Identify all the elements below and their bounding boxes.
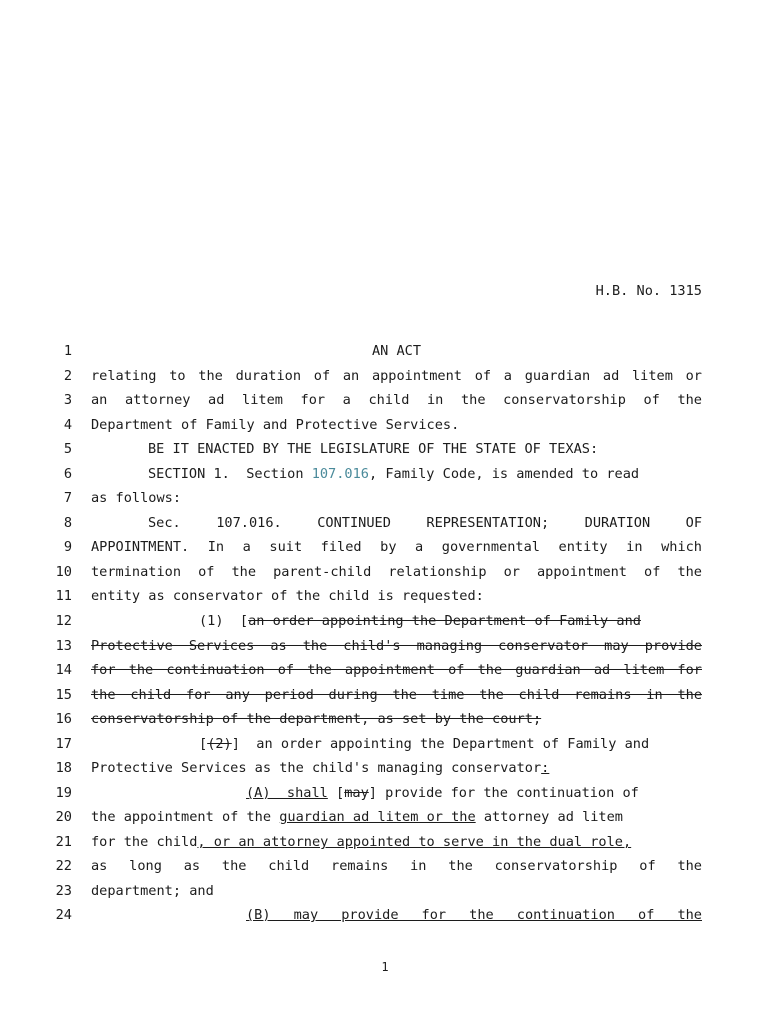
text-line [91,564,702,580]
text-line [91,613,702,629]
text-line: department; and [91,883,214,899]
line-number: 7 [63,490,72,506]
line-number: 22 [55,858,72,874]
text-run: (1) [ [199,613,249,629]
line-number: 9 [63,539,72,555]
text-line [91,760,702,776]
line-number: 10 [55,564,72,580]
inserted-text: guardian ad litem or the [279,809,476,825]
line-number: 21 [55,834,72,850]
struck-line [91,638,702,654]
line-number: 19 [55,785,72,801]
text-line [91,785,702,801]
line-number: 3 [63,392,72,408]
inserted-text: : [541,760,550,776]
text-run: SECTION 1. Section [148,466,312,482]
line-number: 11 [55,588,72,604]
bill-number: H.B. No. 1315 [595,283,702,299]
text-line [91,736,702,752]
text-run: [ [327,785,345,801]
line-number: 14 [55,662,72,678]
inserted-text: (A) shall [246,785,328,801]
text-run: for the child [91,834,198,850]
struck-text: an order appointing the Department of Family and [248,613,641,629]
text-line: entity as conservator of the child is requested: [91,588,484,604]
text-run: ] an order appointing the Department of Family and [231,736,650,752]
inserted-text: (B) may provide for the continuation of the [246,907,702,923]
caption-line [91,392,702,408]
text-line [91,834,702,850]
text-run: an attorney ad litem for a child in the conservatorship of the [91,392,702,408]
page-number: 1 [381,960,389,974]
text-line [91,539,702,555]
text-run: APPOINTMENT. In a suit filed by a governmental entity in which [91,539,702,555]
struck-text: Protective Services as the child's managing conservator may provide [91,638,702,654]
act-heading: AN ACT [371,343,422,359]
line-number: 12 [55,613,72,629]
text-run: Protective Services as the child's managing conservator [91,760,542,776]
line-number: 18 [55,760,72,776]
inserted-line [91,907,702,923]
line-number: 1 [63,343,72,359]
line-number: 23 [55,883,72,899]
struck-line: conservatorship of the department, as set by the court; [91,711,542,727]
struck-text: may [344,785,369,801]
inserted-text: , or an attorney appointed to serve in the dual role, [197,834,632,850]
text-line: as follows: [91,490,182,506]
text-run: Sec. 107.016. CONTINUED REPRESENTATION; DURATION OF [148,515,702,531]
text-run: attorney ad litem [475,809,623,825]
text-run: relating to the duration of an appointment of a guardian ad litem or [91,368,702,384]
text-run: , Family Code, is amended to read [368,466,640,482]
line-number: 24 [55,907,72,923]
line-number: 15 [55,687,72,703]
text-run: the appointment of the [91,809,280,825]
line-number: 8 [63,515,72,531]
line-number: 4 [63,417,72,433]
enacting-clause: BE IT ENACTED BY THE LEGISLATURE OF THE STATE OF TEXAS: [148,441,599,457]
struck-text: the child for any period during the time the child remains in the [91,687,702,703]
text-line [91,858,702,874]
line-number: 13 [55,638,72,654]
text-run: ] provide for the continuation of [368,785,639,801]
caption-line: Department of Family and Protective Services. [91,417,460,433]
text-line [91,809,702,825]
struck-text: (2) [207,736,232,752]
text-run: [ [199,736,208,752]
line-number: 16 [55,711,72,727]
line-number: 2 [63,368,72,384]
line-number: 17 [55,736,72,752]
section-heading [91,515,702,531]
line-number: 5 [63,441,72,457]
section-link[interactable]: 107.016 [311,466,369,482]
text-run: as long as the child remains in the conservatorship of the [91,858,702,874]
struck-text: for the continuation of the appointment of the guardian ad litem for [91,662,702,678]
line-number: 20 [55,809,72,825]
section-line [91,466,702,482]
struck-line [91,687,702,703]
text-run: termination of the parent-child relationship or appointment of the [91,564,702,580]
struck-line [91,662,702,678]
caption-line [91,368,702,384]
line-number: 6 [63,466,72,482]
